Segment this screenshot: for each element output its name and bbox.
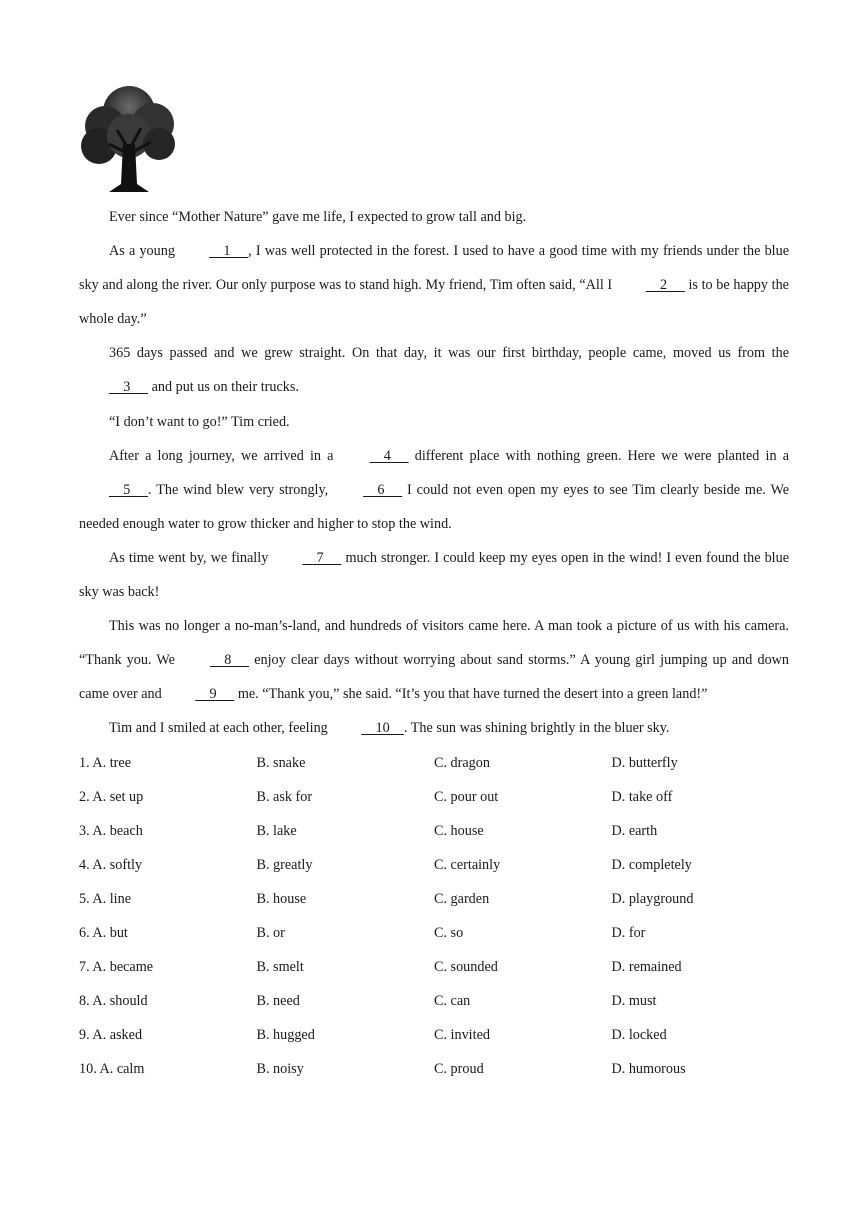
- blank-3: 3: [109, 379, 149, 396]
- option-b: B. noisy: [256, 1061, 304, 1078]
- option-b: B. or: [256, 924, 285, 941]
- option-c: C. proud: [434, 1061, 484, 1078]
- passage-paragraph-4: [79, 405, 789, 439]
- option-c: C. pour out: [434, 788, 499, 805]
- paragraph-text: . The sun was shining brightly in the bluer sky.: [403, 720, 670, 737]
- paragraph-text: Ever since “Mother Nature” gave me life, I expected to grow tall and big.: [109, 209, 527, 225]
- option-c: C. house: [434, 822, 484, 839]
- option-d: D. for: [611, 924, 646, 941]
- option-row-7: [79, 950, 789, 984]
- blank-6: 6: [363, 481, 403, 498]
- option-c: C. sounded: [434, 959, 498, 976]
- option-b: B. hugged: [256, 1027, 315, 1044]
- option-a: 2. A. set up: [79, 788, 144, 805]
- option-c: C. certainly: [434, 856, 501, 873]
- option-d: D. playground: [611, 890, 694, 907]
- paragraph-text: , I was well protected in the forest. I used to have a good time with my friends under the blue sky and along the river. Our only purpose was to stand high. My friend, Tim often said, “All I: [79, 243, 789, 294]
- passage-paragraph-3: [79, 336, 789, 404]
- option-d: D. must: [611, 993, 657, 1010]
- option-b: B. greatly: [256, 856, 313, 873]
- paragraph-text: As time went by, we finally: [109, 549, 273, 566]
- paragraph-text: As a young: [109, 243, 180, 260]
- paragraph-text: This was no longer a no-man’s-land, and hundreds of visitors came here. A man took a picture of us with his camera. “Thank you. We: [79, 618, 789, 669]
- blank-1: 1: [209, 243, 249, 260]
- answer-options: [79, 746, 789, 1087]
- paragraph-text: 365 days passed and we grew straight. On that day, it was our first birthday, people came, moved us from the: [109, 345, 789, 362]
- option-b: B. house: [256, 890, 307, 907]
- paragraph-text: enjoy clear days without worrying about sand storms.” A young girl jumping up and down came over and: [79, 652, 790, 703]
- passage-paragraph-8: [79, 711, 789, 745]
- option-d: D. take off: [611, 788, 673, 805]
- option-row-2: [79, 780, 789, 814]
- option-row-5: [79, 882, 789, 916]
- option-b: B. need: [256, 993, 300, 1010]
- paragraph-text: After a long journey, we arrived in a: [109, 447, 340, 464]
- option-a: 5. A. line: [79, 890, 132, 907]
- passage-paragraph-6: [79, 541, 789, 609]
- option-row-8: [79, 984, 789, 1018]
- option-d: D. humorous: [611, 1061, 686, 1078]
- passage-paragraph-2: [79, 234, 789, 336]
- option-b: B. smelt: [256, 959, 304, 976]
- option-c: C. can: [434, 993, 471, 1010]
- paragraph-text: . The wind blew very strongly,: [148, 481, 334, 498]
- blank-7: 7: [302, 549, 342, 566]
- option-b: B. lake: [256, 822, 297, 839]
- option-a: 8. A. should: [79, 993, 148, 1010]
- option-a: 3. A. beach: [79, 822, 143, 839]
- paragraph-text: me. “Thank you,” she said. “It’s you that have turned the desert into a green land!”: [234, 686, 708, 703]
- paragraph-text: is to be happy the whole day.”: [79, 277, 789, 328]
- option-b: B. snake: [256, 754, 306, 771]
- paragraph-text: and put us on their trucks.: [148, 379, 299, 396]
- option-d: D. completely: [611, 856, 692, 873]
- option-d: D. locked: [611, 1027, 667, 1044]
- option-d: D. remained: [611, 959, 682, 976]
- option-c: C. garden: [434, 890, 490, 907]
- option-row-6: [79, 916, 789, 950]
- cloze-passage: [79, 200, 789, 746]
- blank-10: 10: [361, 720, 404, 737]
- tree-icon: [79, 84, 179, 194]
- paragraph-text: different place with nothing green. Here we were planted in a: [408, 447, 790, 464]
- paragraph-text: Tim and I smiled at each other, feeling: [109, 720, 332, 737]
- option-c: C. dragon: [434, 754, 490, 771]
- option-row-3: [79, 814, 789, 848]
- option-c: C. so: [434, 924, 464, 941]
- option-row-1: [79, 746, 789, 780]
- option-a: 4. A. softly: [79, 856, 143, 873]
- option-c: C. invited: [434, 1027, 490, 1044]
- option-row-9: [79, 1018, 789, 1052]
- option-d: D. earth: [611, 822, 658, 839]
- document-page: [79, 84, 789, 1086]
- option-row-4: [79, 848, 789, 882]
- paragraph-text: I could not even open my eyes to see Tim clearly beside me. We needed enough water to grow thicker and higher to stop the wind.: [79, 481, 790, 532]
- blank-5: 5: [109, 481, 149, 498]
- option-a: 9. A. asked: [79, 1027, 143, 1044]
- option-a: 6. A. but: [79, 924, 128, 941]
- blank-9: 9: [195, 686, 235, 703]
- option-a: 10. A. calm: [79, 1061, 145, 1078]
- option-a: 7. A. became: [79, 959, 154, 976]
- passage-paragraph-7: [79, 609, 789, 711]
- passage-paragraph-5: [79, 439, 789, 541]
- option-d: D. butterfly: [611, 754, 678, 771]
- passage-paragraph-1: [79, 200, 789, 234]
- blank-2: 2: [645, 277, 685, 294]
- blank-4: 4: [369, 447, 409, 464]
- paragraph-text: much stronger. I could keep my eyes open in the wind! I even found the blue sky was back!: [79, 549, 789, 601]
- paragraph-text: “I don’t want to go!” Tim cried.: [109, 413, 290, 430]
- blank-8: 8: [210, 652, 250, 669]
- option-b: B. ask for: [256, 788, 313, 805]
- option-row-10: [79, 1052, 789, 1086]
- option-a: 1. A. tree: [79, 754, 132, 771]
